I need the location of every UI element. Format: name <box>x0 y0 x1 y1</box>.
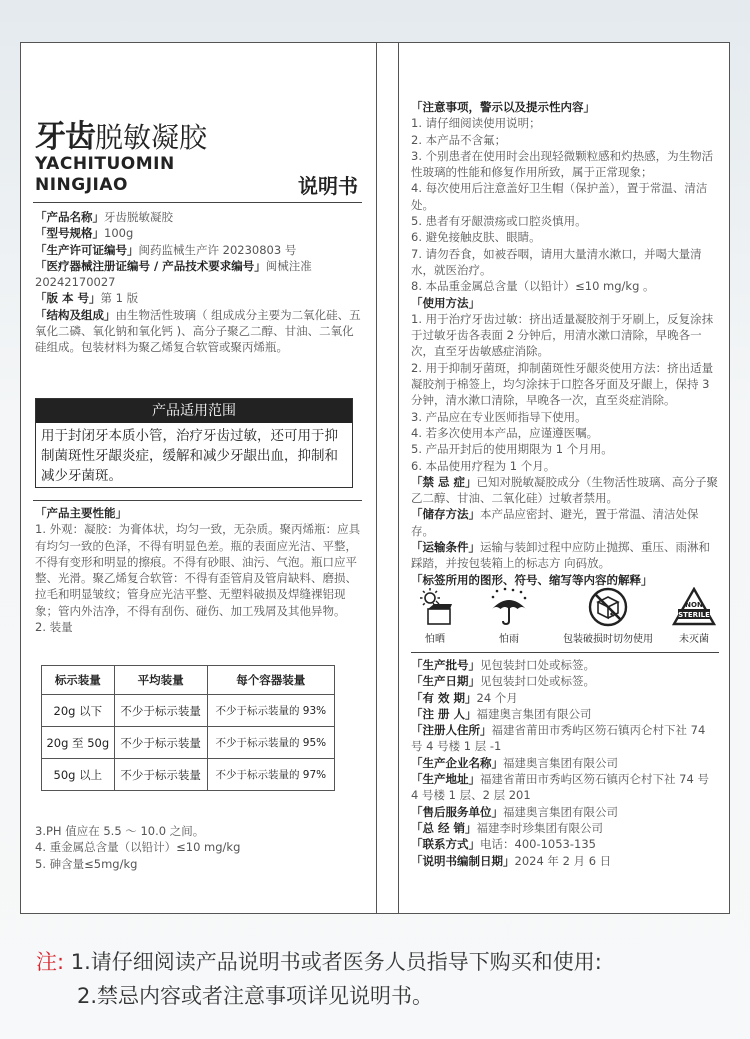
notice-item: 4. 每次使用后注意盖好卫生帽（保护盖），置于常温、清洁处。 <box>411 181 708 212</box>
table-cell: 20g 以下 <box>42 695 115 727</box>
table-row <box>42 695 335 727</box>
icon-label: 怕晒 <box>425 634 445 645</box>
badge-line-2: STERILE <box>678 611 710 619</box>
registrant-field: 「注 册 人」福建奥言集团有限公司 <box>411 706 592 721</box>
broken-package-icon <box>588 587 628 627</box>
instruction-sheet <box>20 42 730 914</box>
footer-note <box>36 945 602 1013</box>
notice-section <box>411 99 719 588</box>
table-row <box>42 759 335 791</box>
pinyin-line-2: NINGJIAO <box>35 175 128 195</box>
license-field: 「生产许可证编号」闽药监械生产许 20230803 号 <box>35 242 297 257</box>
performance-tail <box>35 823 362 872</box>
table-row <box>42 727 335 759</box>
maker-field: 「生产企业名称」福建奥言集团有限公司 <box>411 755 618 770</box>
table-cell: 不少于标示装量的 93% <box>207 695 334 727</box>
usage-item: 1. 用于治疗牙齿过敏：挤出适量凝胶剂于牙刷上，反复涂抹于过敏牙齿各表面 2 分钟后，用清水漱口清除，早晚各一次，直至牙齿敏感症消除。 <box>411 311 714 359</box>
performance-item-4: 4. 重金属总含量（以铅计）≤10 mg/kg <box>35 840 241 855</box>
compiled-date-field: 「说明书编制日期」2024 年 2 月 6 日 <box>411 853 612 868</box>
symbol-icons <box>399 587 732 649</box>
model-field: 「型号规格」100g <box>35 226 134 241</box>
product-info <box>35 209 362 356</box>
registrant-address-field: 「注册人住所」福建省莆田市秀屿区笏石镇丙仑村下社 74 号 4 号楼 1 层 -1 <box>411 723 706 754</box>
performance-item-1: 1. 外观：凝胶：为膏体状，均匀一致，无杂质。聚丙烯瓶：应具有均匀一致的色泽，不得有明显色差。瓶的表面应光洁、平整，不得有变形和明显的擦痕。不得有砂眼、油污、气泡。瓶口应平整、光滑。聚乙烯复合软管：不得有歪管肩及管肩缺料、磨损、拉毛和明显皱纹；管身应光洁平整、无塑料破损及焊缝裸铝现象；管内外洁净，不得有刮伤、碰伤、加工残屑及其他异物。 <box>35 522 361 618</box>
notice-label: 「注意事项，警示以及提示性内容」 <box>411 100 595 114</box>
divider <box>33 202 362 203</box>
icon-label: 包装破损时切勿使用 <box>563 634 653 645</box>
contraindication-field: 「禁 忌 症」已知对脱敏凝胶成分（生物活性玻璃、高分子聚乙二醇、甘油、二氧化硅）过敏者禁用。 <box>411 474 719 506</box>
usage-item: 5. 产品开封后的使用期限为 1 个月用。 <box>411 442 613 457</box>
table-cell: 20g 至 50g <box>42 727 115 759</box>
service-field: 「售后服务单位」福建奥言集团有限公司 <box>411 804 618 819</box>
table-cell: 不少于标示装量 <box>114 727 207 759</box>
product-pinyin <box>35 154 175 196</box>
icon-broken-package-item <box>549 587 667 645</box>
structure-field: 「结构及组成」由生物活性玻璃（ 组成成分主要为二氧化硅、五氧化二磷、氧化钠和氧化钙 )、高分子聚乙二醇、甘油、二氧化硅组成。包装材料为聚乙烯复合软管或聚丙烯瓶。 <box>35 307 361 355</box>
version-field: 「版 本 号」第 1 版 <box>35 291 139 306</box>
left-column <box>21 43 377 913</box>
table-header-row <box>42 666 335 695</box>
expiry-field: 「有 效 期」24 个月 <box>411 690 518 705</box>
notice-item: 1. 请仔细阅读使用说明； <box>411 116 541 131</box>
table-header: 标示装量 <box>42 666 115 695</box>
symbols-label: 「标签所用的图形、符号、缩写等内容的解释」 <box>411 572 653 587</box>
right-column <box>398 43 731 913</box>
icon-non-sterile-item <box>669 587 719 645</box>
performance-item-3: 3.PH 值应在 5.5 ～ 10.0 之间。 <box>35 824 205 838</box>
note-prefix: 注: <box>36 950 65 974</box>
icon-sun-item <box>413 587 457 645</box>
maker-address-field: 「生产地址」福建省莆田市秀屿区笏石镇丙仑村下社 74 号 4 号楼 1 层、2 层 201 <box>411 772 709 803</box>
contact-field: 「联系方式」电话：400-1053-135 <box>411 837 596 852</box>
transport-field: 「运输条件」运输与装卸过程中应防止抛掷、重压、雨淋和踩踏，并按包装箱上的标志方 向码放。 <box>411 540 710 571</box>
badge-line-1: NON <box>685 601 703 609</box>
batch-field: 「生产批号」见包装封口处或标签。 <box>411 658 595 672</box>
footer-line-1: 注: 1.请仔细阅读产品说明书或者医务人员指导下购买和使用: <box>36 950 602 974</box>
sun-icon <box>416 587 454 627</box>
usage-item: 6. 本品使用疗程为 1 个月。 <box>411 458 556 473</box>
performance-item-5: 5. 砷含量≤5mg/kg <box>35 856 138 871</box>
divider <box>411 652 719 653</box>
notice-item: 7. 请勿吞食，如被吞咽，请用大量清水漱口，并喝大量清水，就医治疗。 <box>411 246 702 277</box>
umbrella-rain-icon <box>489 587 529 627</box>
table-cell: 不少于标示装量 <box>114 759 207 791</box>
performance-item-2: 2. 装量 <box>35 620 73 635</box>
manual-label: 说明书 <box>298 174 358 198</box>
footer-line-2: 2.禁忌内容或者注意事项详见说明书。 <box>77 984 434 1008</box>
brand-rest-text: 脱敏凝胶 <box>95 121 208 154</box>
distributor-field: 「总 经 销」福建李时珍集团有限公司 <box>411 820 604 835</box>
fill-quantity-table <box>41 665 335 791</box>
divider <box>33 500 362 501</box>
table-header: 每个容器装量 <box>207 666 334 695</box>
notice-item: 2. 本产品不含氟； <box>411 132 507 147</box>
name-field: 「产品名称」牙齿脱敏凝胶 <box>35 210 173 224</box>
usage-item: 2. 用于抑制牙菌斑，抑制菌斑性牙龈炎使用方法：挤出适量凝胶剂于棉签上，均匀涂抹于口腔各牙面及牙龈上，保持 3 分钟，清水漱口清除，早晚各一次，直至炎症消除。 <box>411 360 714 408</box>
notice-item: 8. 本品重金属总含量（以铅计）≤10 mg/kg 。 <box>411 279 655 294</box>
scope-title: 产品适用范围 <box>36 399 352 423</box>
usage-item: 4. 若多次使用本产品，应谨遵医嘱。 <box>411 425 599 440</box>
notice-item: 3. 个别患者在使用时会出现轻微颗粒感和灼热感，为生物活性玻璃的性能和修复作用所致，属于正常现象； <box>411 148 714 180</box>
table-cell: 不少于标示装量的 97% <box>207 759 334 791</box>
icon-label: 未灭菌 <box>679 634 709 645</box>
scope-text: 用于封闭牙本质小管，治疗牙齿过敏，还可用于抑制菌斑性牙龈炎症，缓解和减少牙龈出血，抑制和减少牙菌斑。 <box>41 428 338 484</box>
notice-item: 6. 避免接触皮肤、眼睛。 <box>411 230 541 245</box>
icon-rain-item <box>487 587 531 645</box>
scope-box <box>35 398 353 488</box>
table-cell: 不少于标示装量的 95% <box>207 727 334 759</box>
brand-bold-text: 牙齿 <box>35 119 95 155</box>
usage-item: 3. 产品应在专业医师指导下使用。 <box>411 409 587 424</box>
notice-item: 5. 患者有牙龈溃疡或口腔炎慎用。 <box>411 214 587 229</box>
pinyin-line-1: YACHITUOMIN <box>35 154 175 174</box>
manufacturer-section <box>411 657 719 869</box>
usage-label: 「使用方法」 <box>411 295 480 310</box>
registration-field: 「医疗器械注册证编号 / 产品技术要求编号」闽械注准20242170027 <box>35 258 312 290</box>
non-sterile-icon <box>672 587 716 627</box>
product-title <box>35 111 207 156</box>
performance-section <box>35 505 362 635</box>
table-cell: 不少于标示装量 <box>114 695 207 727</box>
date-field: 「生产日期」见包装封口处或标签。 <box>411 674 595 689</box>
table-cell: 50g 以上 <box>42 759 115 791</box>
table-header: 平均装量 <box>114 666 207 695</box>
performance-label: 「产品主要性能」 <box>35 506 127 520</box>
storage-field: 「储存方法」本产品应密封、避光，置于常温、清洁处保存。 <box>411 507 699 538</box>
icon-label: 怕雨 <box>499 634 519 645</box>
